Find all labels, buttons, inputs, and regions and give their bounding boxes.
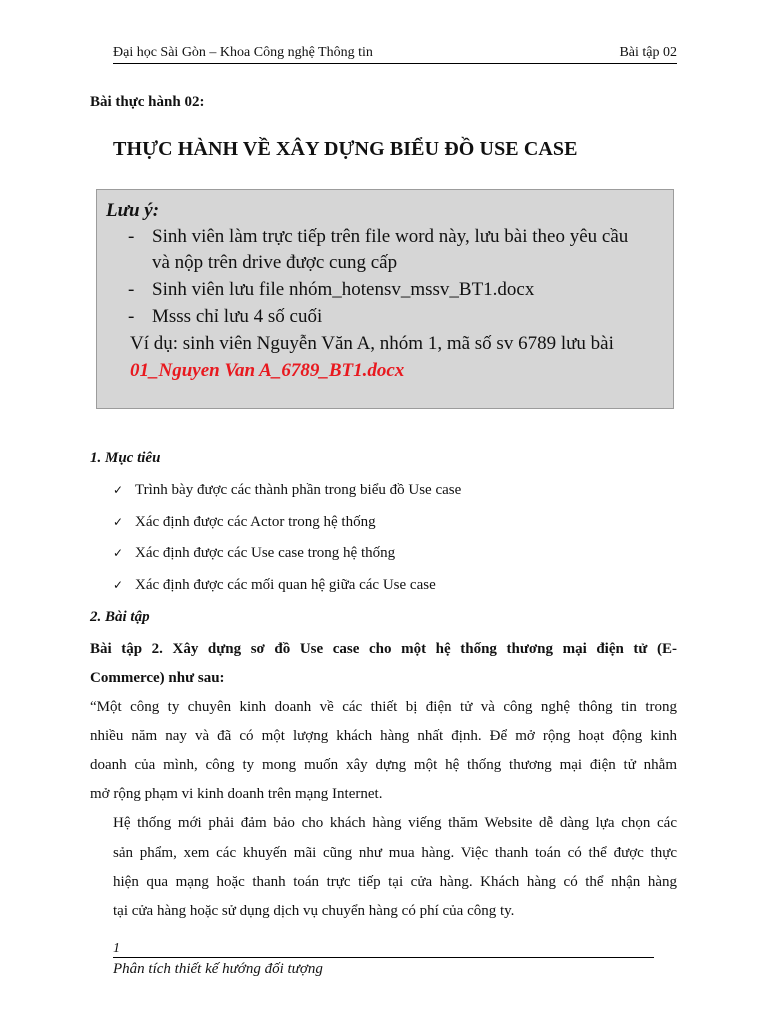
paragraph-1-line: mở rộng phạm vi kinh doanh trên mạng Internet. (90, 786, 383, 802)
note-item-1-line-2: và nộp trên drive được cung cấp (152, 252, 398, 273)
paragraph-1-line: doanh của mình, công ty mong muốn xây dựng một hệ thống thương mại điện tử nhằm (90, 757, 677, 773)
paragraph-2-line: hiện qua mạng hoặc thanh toán trực tiếp tại cửa hàng. Khách hàng có thể nhận hàng (113, 874, 677, 890)
paragraph-1-line: nhiều năm nay và đã có một lượng khách hàng nhất định. Để mở rộng hoạt động kinh (90, 728, 677, 744)
header-university: Đại học Sài Gòn – Khoa Công nghệ Thông tin (113, 45, 373, 60)
note-example-line: Ví dụ: sinh viên Nguyễn Văn A, nhóm 1, mã số sv 6789 lưu bài (130, 333, 614, 354)
check-icon: ✓ (113, 483, 124, 497)
exercise-title-line-1: Bài tập 2. Xây dựng sơ đồ Use case cho một hệ thống thương mại điện tử (E- (90, 641, 677, 657)
footer-course-name: Phân tích thiết kế hướng đối tượng (113, 961, 323, 977)
paragraph-1-line: “Một công ty chuyên kinh doanh về các thiết bị điện tử và công nghệ thông tin trong (90, 699, 677, 715)
section-exercise-heading: 2. Bài tập (90, 609, 150, 625)
note-example-file: 01_Nguyen Van A_6789_BT1.docx (130, 360, 405, 381)
objective-text: Xác định được các Use case trong hệ thống (135, 545, 396, 561)
note-box (96, 189, 674, 409)
objective-item (113, 482, 461, 499)
section-objectives-heading: 1. Mục tiêu (90, 450, 161, 466)
paragraph-2-line: sản phẩm, xem các khuyến mãi cũng như mua hàng. Việc thanh toán có thể được thực (113, 845, 677, 861)
footer-page-number: 1 (113, 941, 120, 956)
exercise-title-line-2: Commerce) như sau: (90, 670, 225, 686)
note-dash: - (128, 306, 135, 327)
check-icon: ✓ (113, 546, 124, 560)
objective-item (113, 514, 376, 531)
page-header (113, 45, 677, 64)
paragraph-2-line: Hệ thống mới phải đảm bảo cho khách hàng viếng thăm Website dễ dàng lựa chọn các (113, 815, 677, 831)
note-item-3-text: Msss chỉ lưu 4 số cuối (152, 306, 323, 327)
header-assignment: Bài tập 02 (619, 45, 677, 60)
check-icon: ✓ (113, 578, 124, 592)
footer-divider (113, 957, 654, 958)
objective-text: Xác định được các mối quan hệ giữa các Use case (135, 577, 436, 593)
note-dash: - (128, 226, 135, 247)
objective-text: Trình bày được các thành phần trong biểu đồ Use case (135, 482, 462, 498)
note-item-1-line-1: Sinh viên làm trực tiếp trên file word này, lưu bài theo yêu cầu (152, 226, 629, 247)
objective-item (113, 577, 436, 594)
check-icon: ✓ (113, 515, 124, 529)
page-title: THỰC HÀNH VỀ XÂY DỰNG BIỂU ĐỒ USE CASE (113, 138, 578, 160)
note-item-2-text: Sinh viên lưu file nhóm_hotensv_mssv_BT1.docx (152, 279, 535, 300)
note-dash: - (128, 279, 135, 300)
objective-item (113, 545, 395, 562)
note-title: Lưu ý: (106, 200, 160, 221)
paragraph-2-line: tại cửa hàng hoặc sử dụng dịch vụ chuyển hàng có phí của công ty. (113, 903, 515, 919)
practice-label: Bài thực hành 02: (90, 94, 205, 110)
objective-text: Xác định được các Actor trong hệ thống (135, 514, 376, 530)
